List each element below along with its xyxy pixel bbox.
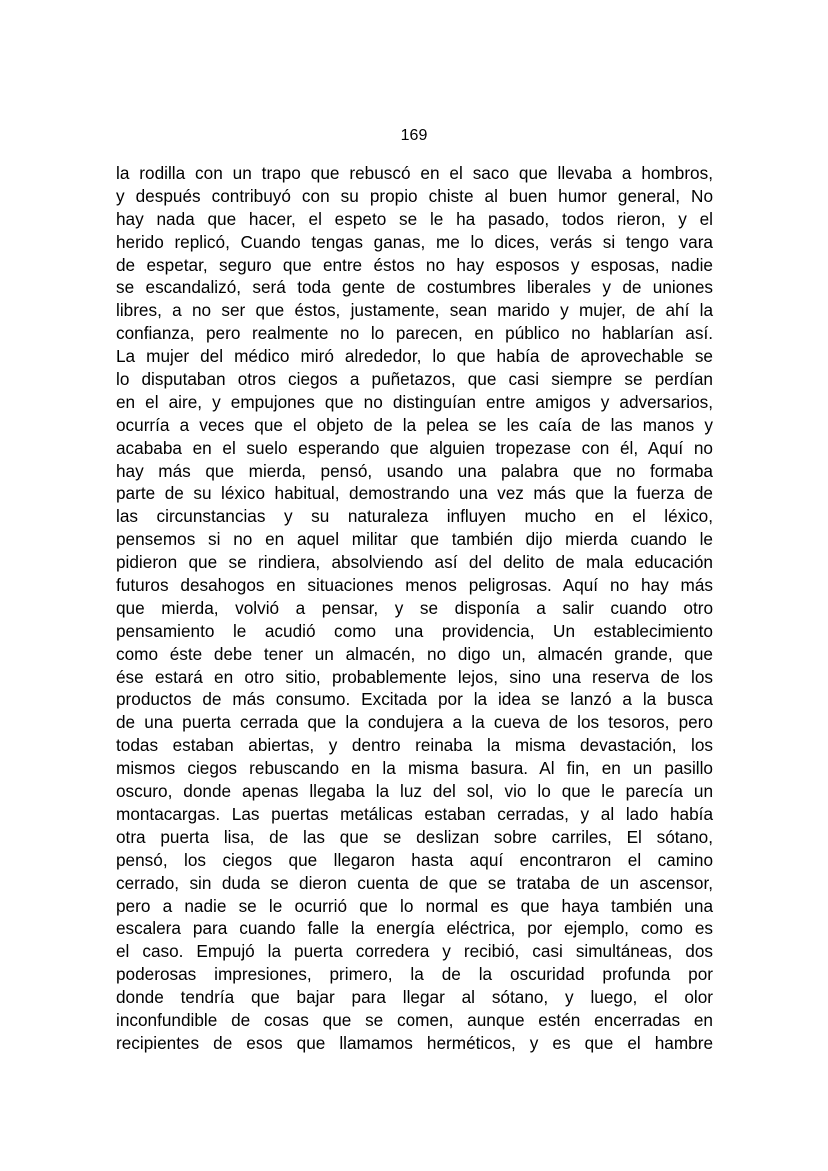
text-line: la rodilla con un trapo que rebuscó en el saco que llevaba a hombros, [116,163,713,183]
text-line: donde tendría que bajar para llegar al sótano, y luego, el olor [116,987,713,1008]
text-line: en el aire, y empujones que no distinguían entre amigos y adversarios, [116,391,713,412]
text-line: recipientes de esos que llamamos herméticos, y es que el hambre [116,1032,713,1053]
text-line: acababa en el suelo esperando que alguien tropezase con él, Aquí no [116,437,713,458]
text-line: parte de su léxico habitual, demostrando una vez más que la fuerza de [116,483,713,504]
text-line: inconfundible de cosas que se comen, aunque estén encerradas en [116,1009,713,1030]
text-line: libres, a no ser que éstos, justamente, sean marido y mujer, de ahí la [116,300,713,321]
text-line: poderosas impresiones, primero, la de la oscuridad profunda por [116,964,713,985]
text-line: se escandalizó, será toda gente de costumbres liberales y de uniones [116,277,713,298]
text-line: pero a nadie se le ocurrió que lo normal es que haya también una [116,895,713,916]
text-line: pensemos si no en aquel militar que también dijo mierda cuando le [116,529,713,550]
text-line: que mierda, volvió a pensar, y se disponía a salir cuando otro [116,597,713,618]
text-line: hay nada que hacer, el espeto se le ha pasado, todos rieron, y el [116,208,713,229]
text-line: otra puerta lisa, de las que se deslizan sobre carriles, El sótano, [116,826,713,847]
text-line: ése estará en otro sitio, probablemente lejos, sino una reserva de los [116,666,713,687]
text-line: y después contribuyó con su propio chiste al buen humor general, No [116,185,713,206]
text-line: pidieron que se rindiera, absolviendo así del delito de mala educación [116,552,713,573]
text-line: como éste debe tener un almacén, no digo un, almacén grande, que [116,643,713,664]
text-line: todas estaban abiertas, y dentro reinaba la misma devastación, los [116,735,713,756]
text-line: las circunstancias y su naturaleza influyen mucho en el léxico, [116,506,713,527]
text-line: mismos ciegos rebuscando en la misma basura. Al fin, en un pasillo [116,758,713,779]
body-text [116,162,713,1055]
text-line: ocurría a veces que el objeto de la pelea se les caía de las manos y [116,414,713,435]
text-line: pensó, los ciegos que llegaron hasta aquí encontraron el camino [116,849,713,870]
page-number: 169 [400,127,428,144]
text-line: herido replicó, Cuando tengas ganas, me lo dices, verás si tengo vara [116,231,713,252]
text-line: pensamiento le acudió como una providencia, Un establecimiento [116,620,713,641]
text-line: lo disputaban otros ciegos a puñetazos, que casi siempre se perdían [116,369,713,390]
text-line: cerrado, sin duda se dieron cuenta de que se trataba de un ascensor, [116,872,713,893]
text-line: confianza, pero realmente no lo parecen, en público no hablarían así. [116,323,713,344]
text-line: el caso. Empujó la puerta corredera y recibió, casi simultáneas, dos [116,941,713,962]
text-line: escalera para cuando falle la energía eléctrica, por ejemplo, como es [116,918,713,939]
text-line: futuros desahogos en situaciones menos peligrosas. Aquí no hay más [116,575,713,596]
text-line: montacargas. Las puertas metálicas estaban cerradas, y al lado había [116,803,713,824]
text-line: productos de más consumo. Excitada por la idea se lanzó a la busca [116,689,713,710]
text-line: oscuro, donde apenas llegaba la luz del sol, vio lo que le parecía un [116,781,713,802]
text-line: hay más que mierda, pensó, usando una palabra que no formaba [116,460,713,481]
text-line: de una puerta cerrada que la condujera a la cueva de los tesoros, pero [116,712,713,733]
text-line: de espetar, seguro que entre éstos no hay esposos y esposas, nadie [116,254,713,275]
text-line: La mujer del médico miró alrededor, lo que había de aprovechable se [116,346,713,367]
